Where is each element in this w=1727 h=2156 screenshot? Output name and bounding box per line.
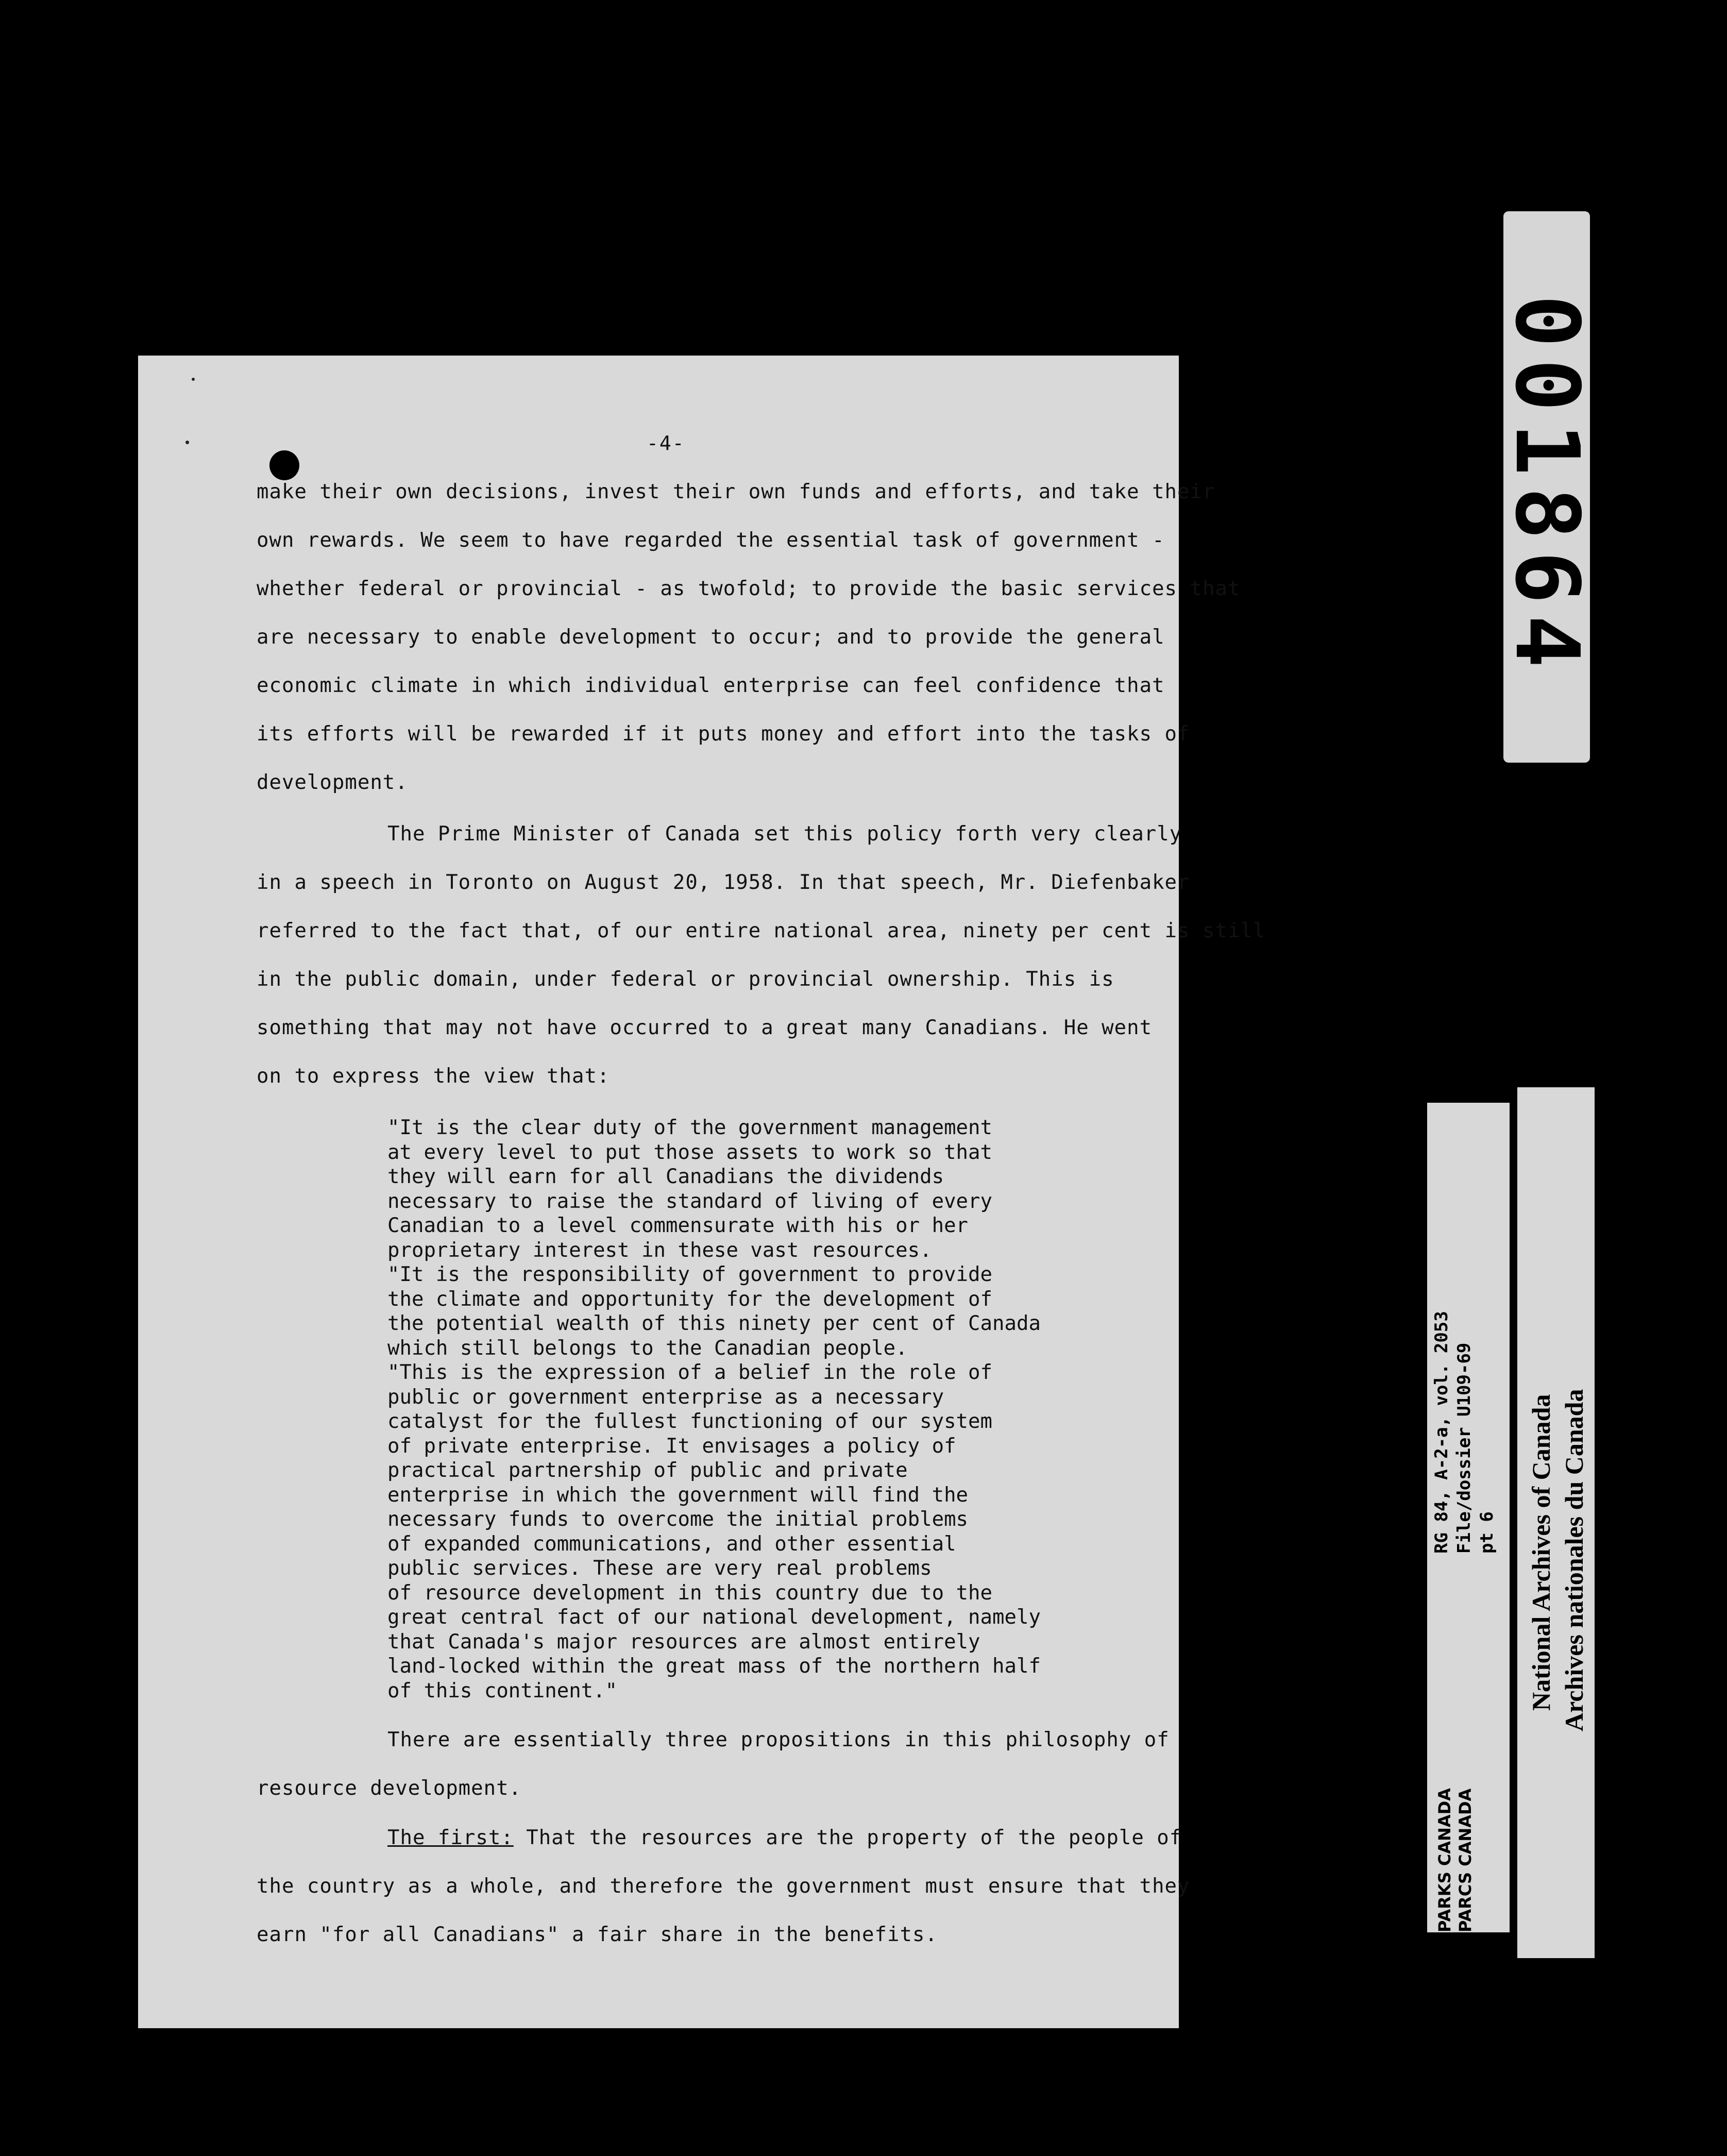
quote-line: the climate and opportunity for the development of — [387, 1287, 992, 1311]
body-line: The Prime Minister of Canada set this policy forth very clearly — [387, 822, 1182, 846]
body-line: the country as a whole, and therefore the government must ensure that they — [257, 1875, 1190, 1898]
quote-line: "It is the clear duty of the government management — [387, 1116, 992, 1139]
quote-line: of this continent." — [387, 1679, 618, 1703]
quote-line: "This is the expression of a belief in the role of — [387, 1361, 992, 1384]
quote-line: necessary to raise the standard of living of every — [387, 1189, 992, 1213]
ref-line-1: RG 84, A-2-a, vol. 2053 — [1431, 1311, 1452, 1554]
body-line: own rewards. We seem to have regarded the essential task of government - — [257, 529, 1165, 552]
section-text: That the resources are the property of the people of — [513, 1826, 1182, 1849]
quote-line: great central fact of our national development, namely — [387, 1606, 1041, 1629]
quote-line: necessary funds to overcome the initial problems — [387, 1508, 969, 1531]
quote-line: public or government enterprise as a necessary — [387, 1385, 944, 1409]
body-line — [387, 1826, 1182, 1849]
quote-line: at every level to put those assets to work so that — [387, 1140, 992, 1164]
body-line: something that may not have occurred to a great many Canadians. He went — [257, 1016, 1153, 1039]
body-line: referred to the fact that, of our entire national area, ninety per cent is still — [257, 919, 1266, 942]
quote-line: Canadian to a level commensurate with his or her — [387, 1214, 969, 1237]
body-line: its efforts will be rewarded if it puts money and effort into the tasks of — [257, 722, 1190, 746]
quote-line: proprietary interest in these vast resources. — [387, 1238, 932, 1262]
body-line: resource development. — [257, 1777, 522, 1800]
quote-line: of private enterprise. It envisages a policy of — [387, 1434, 956, 1458]
nac-french: Archives nationales du Canada — [1560, 1389, 1588, 1731]
quote-line: enterprise in which the government will find the — [387, 1483, 969, 1507]
punch-hole — [269, 450, 299, 480]
parks-canada-en: PARKS CANADA — [1435, 1788, 1454, 1932]
body-line: development. — [257, 771, 408, 794]
quote-line: "It is the responsibility of government to provide — [387, 1263, 992, 1286]
quote-line: practical partnership of public and private — [387, 1459, 908, 1482]
body-line: economic climate in which individual enterprise can feel confidence that — [257, 674, 1165, 697]
speck — [192, 378, 195, 381]
quote-line: public services. These are very real problems — [387, 1557, 932, 1580]
quote-line: the potential wealth of this ninety per cent of Canada — [387, 1312, 1041, 1335]
body-line: There are essentially three propositions in this philosophy of — [387, 1728, 1170, 1751]
body-line: earn "for all Canadians" a fair share in the benefits. — [257, 1923, 938, 1946]
body-line: whether federal or provincial - as twofold; to provide the basic services that — [257, 577, 1241, 600]
body-line: are necessary to enable development to occur; and to provide the general — [257, 626, 1165, 649]
nac-english: National Archives of Canada — [1527, 1394, 1555, 1711]
quote-line: they will earn for all Canadians the dividends — [387, 1165, 944, 1188]
quote-line: of resource development in this country due to the — [387, 1581, 992, 1605]
frame-number: 001864 — [1496, 294, 1598, 680]
body-line: in a speech in Toronto on August 20, 1958. In that speech, Mr. Diefenbaker — [257, 871, 1190, 894]
body-line: make their own decisions, invest their own funds and efforts, and take their — [257, 480, 1215, 503]
body-line: on to express the view that: — [257, 1065, 610, 1088]
body-line: in the public domain, under federal or provincial ownership. This is — [257, 968, 1114, 991]
page-number: -4- — [647, 432, 685, 454]
quote-line: of expanded communications, and other essential — [387, 1532, 956, 1556]
quote-line: land-locked within the great mass of the northern half — [387, 1655, 1041, 1678]
frame-number-strip — [1496, 211, 1598, 763]
ref-line-3: pt 6 — [1477, 1511, 1497, 1554]
quote-line: that Canada's major resources are almost entirely — [387, 1630, 980, 1654]
section-heading-first: The first: — [387, 1826, 514, 1849]
speck — [185, 441, 189, 444]
quote-line: which still belongs to the Canadian people. — [387, 1336, 908, 1360]
parks-canada-fr: PARCS CANADA — [1455, 1788, 1475, 1932]
ref-line-2: File/dossier U109-69 — [1454, 1342, 1475, 1554]
quote-line: catalyst for the fullest functioning of our system — [387, 1410, 992, 1433]
